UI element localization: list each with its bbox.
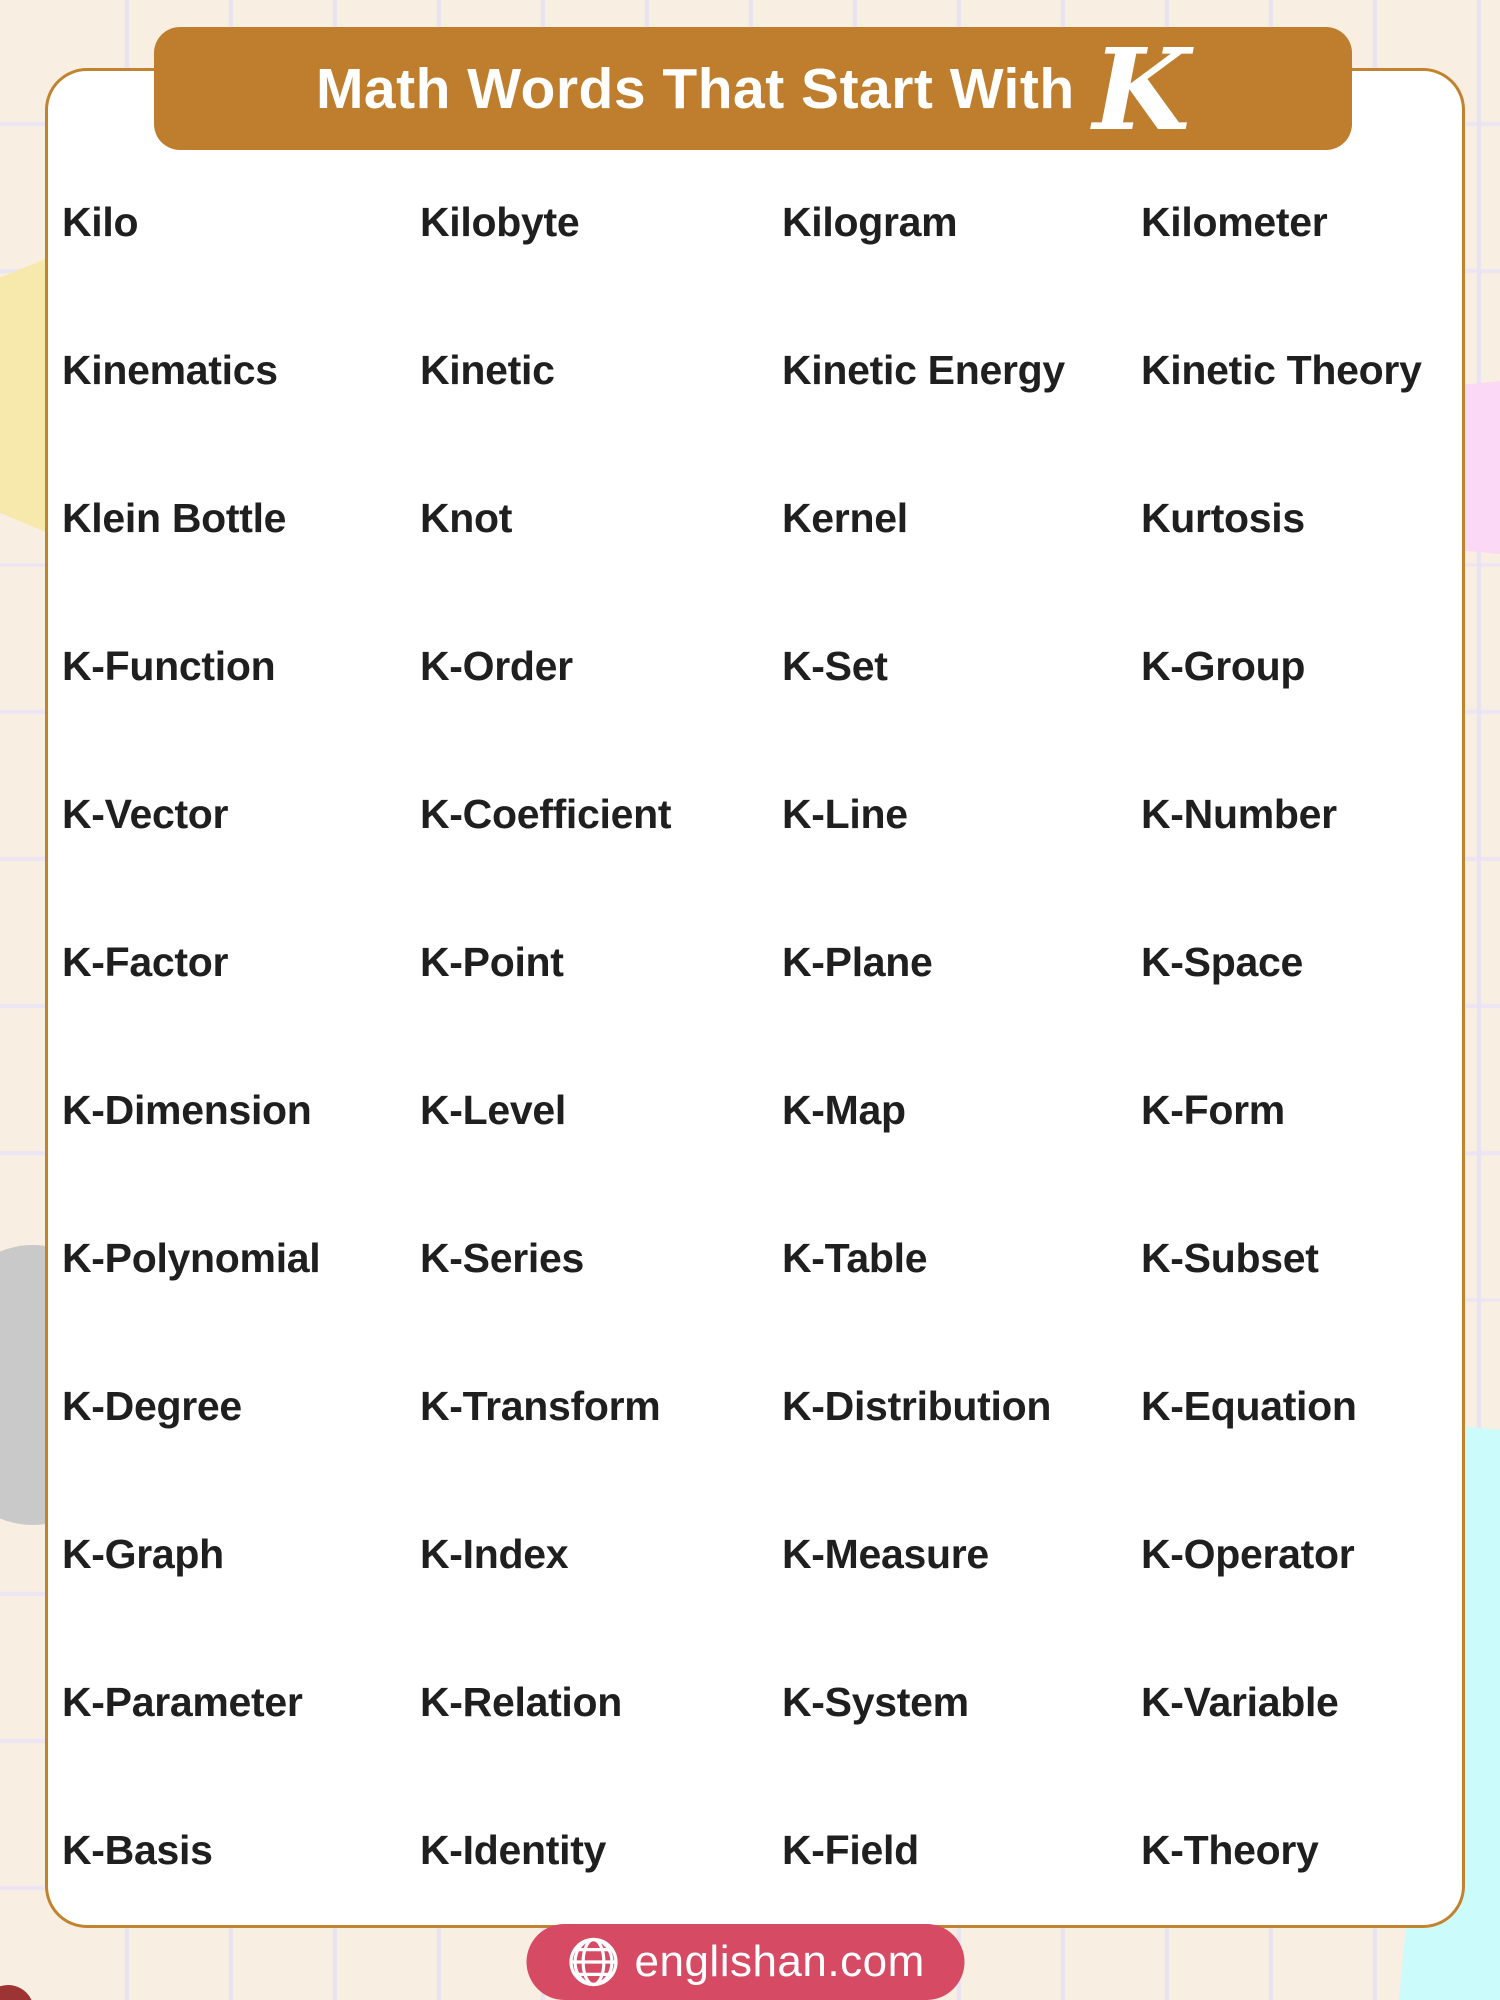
header-banner <box>154 24 1352 156</box>
maroon-dot-decoration <box>0 1985 34 2000</box>
word-item: K-Vector <box>62 790 229 837</box>
word-item: Kilogram <box>782 198 958 245</box>
word-item: K-Coefficient <box>420 790 672 837</box>
page-title: Math Words That Start With <box>315 56 1075 121</box>
word-item: K-Theory <box>1141 1826 1319 1873</box>
word-item: K-System <box>782 1678 969 1725</box>
word-item: K-Transform <box>420 1382 661 1429</box>
word-item: K-Degree <box>62 1382 242 1429</box>
word-item: K-Operator <box>1141 1530 1355 1577</box>
word-item: Kinetic Theory <box>1141 346 1422 393</box>
word-item: K-Number <box>1141 790 1337 837</box>
word-item: K-Equation <box>1141 1382 1357 1429</box>
title-letter-k: K <box>1092 24 1191 156</box>
word-item: Kinematics <box>62 346 278 393</box>
word-item: K-Point <box>420 938 564 985</box>
word-item: K-Level <box>420 1086 567 1133</box>
word-item: Kilobyte <box>420 198 580 245</box>
word-item: Kilo <box>62 198 139 245</box>
word-item: K-Order <box>420 642 573 689</box>
word-item: K-Measure <box>782 1530 989 1577</box>
word-item: K-Graph <box>62 1530 224 1577</box>
word-item: K-Series <box>420 1234 584 1281</box>
word-item: K-Field <box>782 1826 919 1873</box>
word-item: K-Table <box>782 1234 928 1281</box>
word-item: Kernel <box>782 494 908 541</box>
word-item: K-Factor <box>62 938 229 985</box>
word-item: K-Line <box>782 790 908 837</box>
word-item: Kilometer <box>1141 198 1328 245</box>
word-item: K-Identity <box>420 1826 607 1873</box>
word-item: Kinetic Energy <box>782 346 1065 393</box>
word-item: Klein Bottle <box>62 494 287 541</box>
word-item: K-Distribution <box>782 1382 1052 1429</box>
word-item: K-Basis <box>62 1826 213 1873</box>
word-item: K-Form <box>1141 1086 1285 1133</box>
word-item: K-Function <box>62 642 276 689</box>
footer-badge <box>527 1924 965 2000</box>
word-item: K-Map <box>782 1086 906 1133</box>
word-grid <box>62 148 1458 1924</box>
word-item: K-Relation <box>420 1678 623 1725</box>
word-item: K-Subset <box>1141 1234 1319 1281</box>
word-item: Kurtosis <box>1141 494 1305 541</box>
word-item: K-Variable <box>1141 1678 1339 1725</box>
word-item: K-Dimension <box>62 1086 312 1133</box>
word-item: K-Polynomial <box>62 1234 321 1281</box>
word-item: K-Parameter <box>62 1678 303 1725</box>
site-name: englishan.com <box>634 1937 925 1986</box>
globe-icon <box>567 1935 621 1989</box>
word-item: K-Space <box>1141 938 1303 985</box>
word-item: Knot <box>420 494 513 541</box>
word-item: K-Index <box>420 1530 569 1577</box>
word-item: K-Group <box>1141 642 1306 689</box>
word-item: K-Set <box>782 642 888 689</box>
word-item: K-Plane <box>782 938 933 985</box>
word-item: Kinetic <box>420 346 555 393</box>
